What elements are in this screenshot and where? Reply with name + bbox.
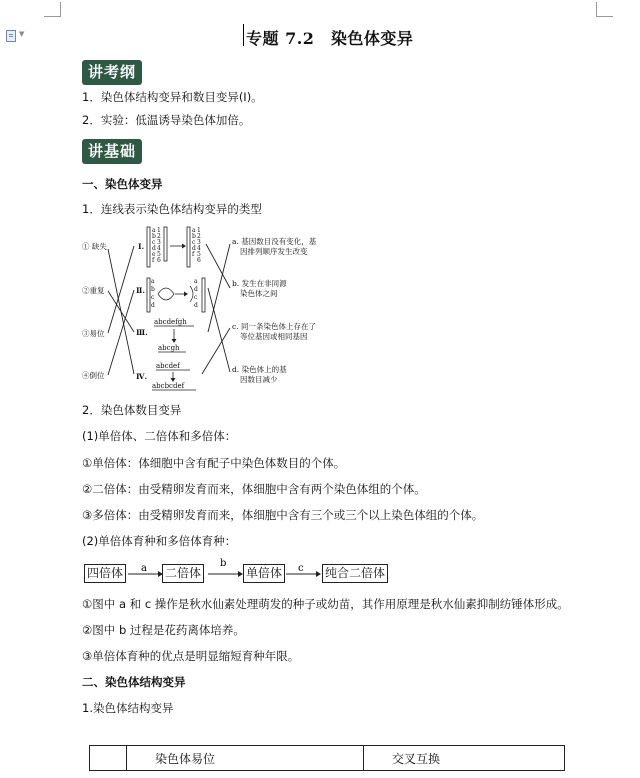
question-2: 2．染色体数目变异	[82, 403, 182, 417]
table-cell	[90, 746, 127, 771]
flow-arrows	[124, 556, 324, 584]
svg-text:c: c	[151, 294, 155, 301]
flow-box-tetraploid: 四倍体	[84, 564, 126, 583]
svg-text:1: 1	[197, 227, 201, 234]
svg-text:2: 2	[157, 233, 161, 240]
svg-text:d: d	[152, 245, 156, 252]
question-1: 1．连线表示染色体结构变异的类型	[82, 202, 262, 216]
chromosome-i	[147, 227, 201, 267]
svg-text:abcdef: abcdef	[156, 362, 180, 370]
right-label-b: b. 发生在非同源	[232, 279, 287, 288]
note-item: ②图中 b 过程是花药离体培养。	[82, 623, 245, 637]
flow-box-haploid: 单倍体	[243, 564, 285, 583]
svg-text:3: 3	[197, 239, 201, 246]
chromosome-iii	[154, 318, 194, 352]
svg-text:a: a	[152, 227, 156, 234]
definition-item: ③多倍体：由受精卵发育而来，体细胞中含有三个或三个以上染色体组的个体。	[82, 508, 484, 522]
svg-text:f: f	[152, 257, 155, 264]
svg-text:d: d	[151, 302, 155, 309]
flow-label-b: b	[220, 558, 227, 569]
roman-label: Ⅰ.	[138, 242, 145, 251]
svg-text:a: a	[192, 227, 196, 234]
flow-label-a: a	[141, 563, 147, 574]
note-item: ③单倍体育种的优点是明显缩短育种年限。	[82, 649, 300, 663]
svg-text:abcdefgh: abcdefgh	[154, 318, 187, 326]
right-label-a-line2: 因排列顺序发生改变	[240, 247, 308, 256]
note-item: ①图中 a 和 c 操作是秋水仙素处理萌发的种子或幼苗，其作用原理是秋水仙素抑制纺锤体形成。	[82, 597, 569, 611]
left-label-translocation: ③易位	[82, 329, 105, 338]
left-label-inversion: ④倒位	[82, 371, 105, 380]
flow-box-diploid: 二倍体	[162, 564, 204, 583]
svg-text:d: d	[192, 245, 196, 252]
outline-item: 1．染色体结构变异和数目变异(Ⅰ)。	[82, 90, 263, 104]
table-header-translocation: 染色体易位	[127, 746, 364, 771]
svg-text:a: a	[194, 278, 198, 285]
definition-item: ①单倍体：体细胞中含有配子中染色体数目的个体。	[82, 456, 346, 470]
part2-question-1: 1.染色体结构变异	[82, 701, 174, 715]
subheading-2: (2)单倍体育种和多倍体育种：	[82, 534, 237, 548]
svg-text:abcbcdef: abcbcdef	[152, 382, 185, 390]
svg-text:6: 6	[197, 257, 201, 264]
right-label-a: a. 基因数目没有变化，基	[232, 237, 317, 246]
svg-text:b: b	[192, 233, 196, 240]
table-row	[90, 746, 565, 771]
page-corner-mark	[44, 2, 61, 17]
svg-text:c: c	[194, 294, 198, 301]
svg-text:b: b	[152, 233, 156, 240]
svg-text:a: a	[151, 278, 155, 285]
svg-text:4: 4	[197, 245, 201, 252]
flow-box-homozygous-diploid: 纯合二倍体	[322, 564, 388, 583]
structure-variation-diagram	[78, 224, 348, 392]
section-badge-kaogang: 讲考纲	[82, 60, 142, 85]
svg-text:4: 4	[157, 245, 161, 252]
svg-text:abcgh: abcgh	[158, 344, 180, 352]
svg-text:d: d	[194, 286, 198, 293]
text-cursor	[243, 24, 244, 46]
svg-text:2: 2	[197, 233, 201, 240]
comparison-table	[89, 745, 565, 771]
right-label-d-line2: 因数目减少	[240, 375, 278, 384]
svg-text:3: 3	[157, 239, 161, 246]
roman-label: Ⅲ.	[136, 328, 148, 337]
svg-text:c: c	[152, 239, 156, 246]
svg-text:6: 6	[157, 257, 161, 264]
right-label-c-line2: 等位基因或相同基因	[240, 332, 308, 341]
flow-label-c: c	[298, 563, 304, 574]
table-header-crossing-over: 交叉互换	[364, 746, 565, 771]
right-label-b-line2: 染色体之间	[240, 289, 278, 298]
svg-text:5: 5	[197, 251, 201, 258]
section-badge-jichu: 讲基础	[82, 139, 142, 164]
svg-text:e: e	[152, 251, 156, 258]
right-label-c: c. 同一条染色体上存在了	[232, 322, 316, 331]
svg-text:d: d	[194, 302, 198, 309]
chromosome-iv	[152, 362, 196, 390]
svg-text:1: 1	[157, 227, 161, 234]
matching-lines-left	[108, 246, 134, 375]
page-title: 专题 7.2 染色体变异	[246, 29, 414, 48]
part2-heading: 二、染色体结构变异	[82, 675, 186, 689]
svg-text:c: c	[192, 239, 196, 246]
page-corner-mark	[596, 2, 613, 17]
svg-text:f: f	[192, 251, 195, 258]
definition-item: ②二倍体：由受精卵发育而来，体细胞中含有两个染色体组的个体。	[82, 482, 426, 496]
left-label-deletion: ① 缺失	[82, 242, 107, 251]
roman-label: Ⅱ.	[136, 286, 145, 295]
document-icon[interactable]	[6, 30, 16, 42]
svg-text:b: b	[151, 286, 155, 293]
matching-lines-right	[202, 244, 230, 374]
roman-label: Ⅳ.	[136, 372, 148, 381]
left-label-duplication: ②重复	[82, 286, 105, 295]
svg-text:5: 5	[157, 251, 161, 258]
chromosome-ii	[147, 278, 205, 312]
part1-heading: 一、染色体变异	[82, 177, 163, 191]
outline-item: 2．实验：低温诱导染色体加倍。	[82, 113, 251, 127]
right-label-d: d. 染色体上的基	[232, 365, 287, 374]
subheading-1: (1)单倍体、二倍体和多倍体：	[82, 429, 237, 443]
chevron-down-icon[interactable]: ▼	[19, 30, 25, 38]
